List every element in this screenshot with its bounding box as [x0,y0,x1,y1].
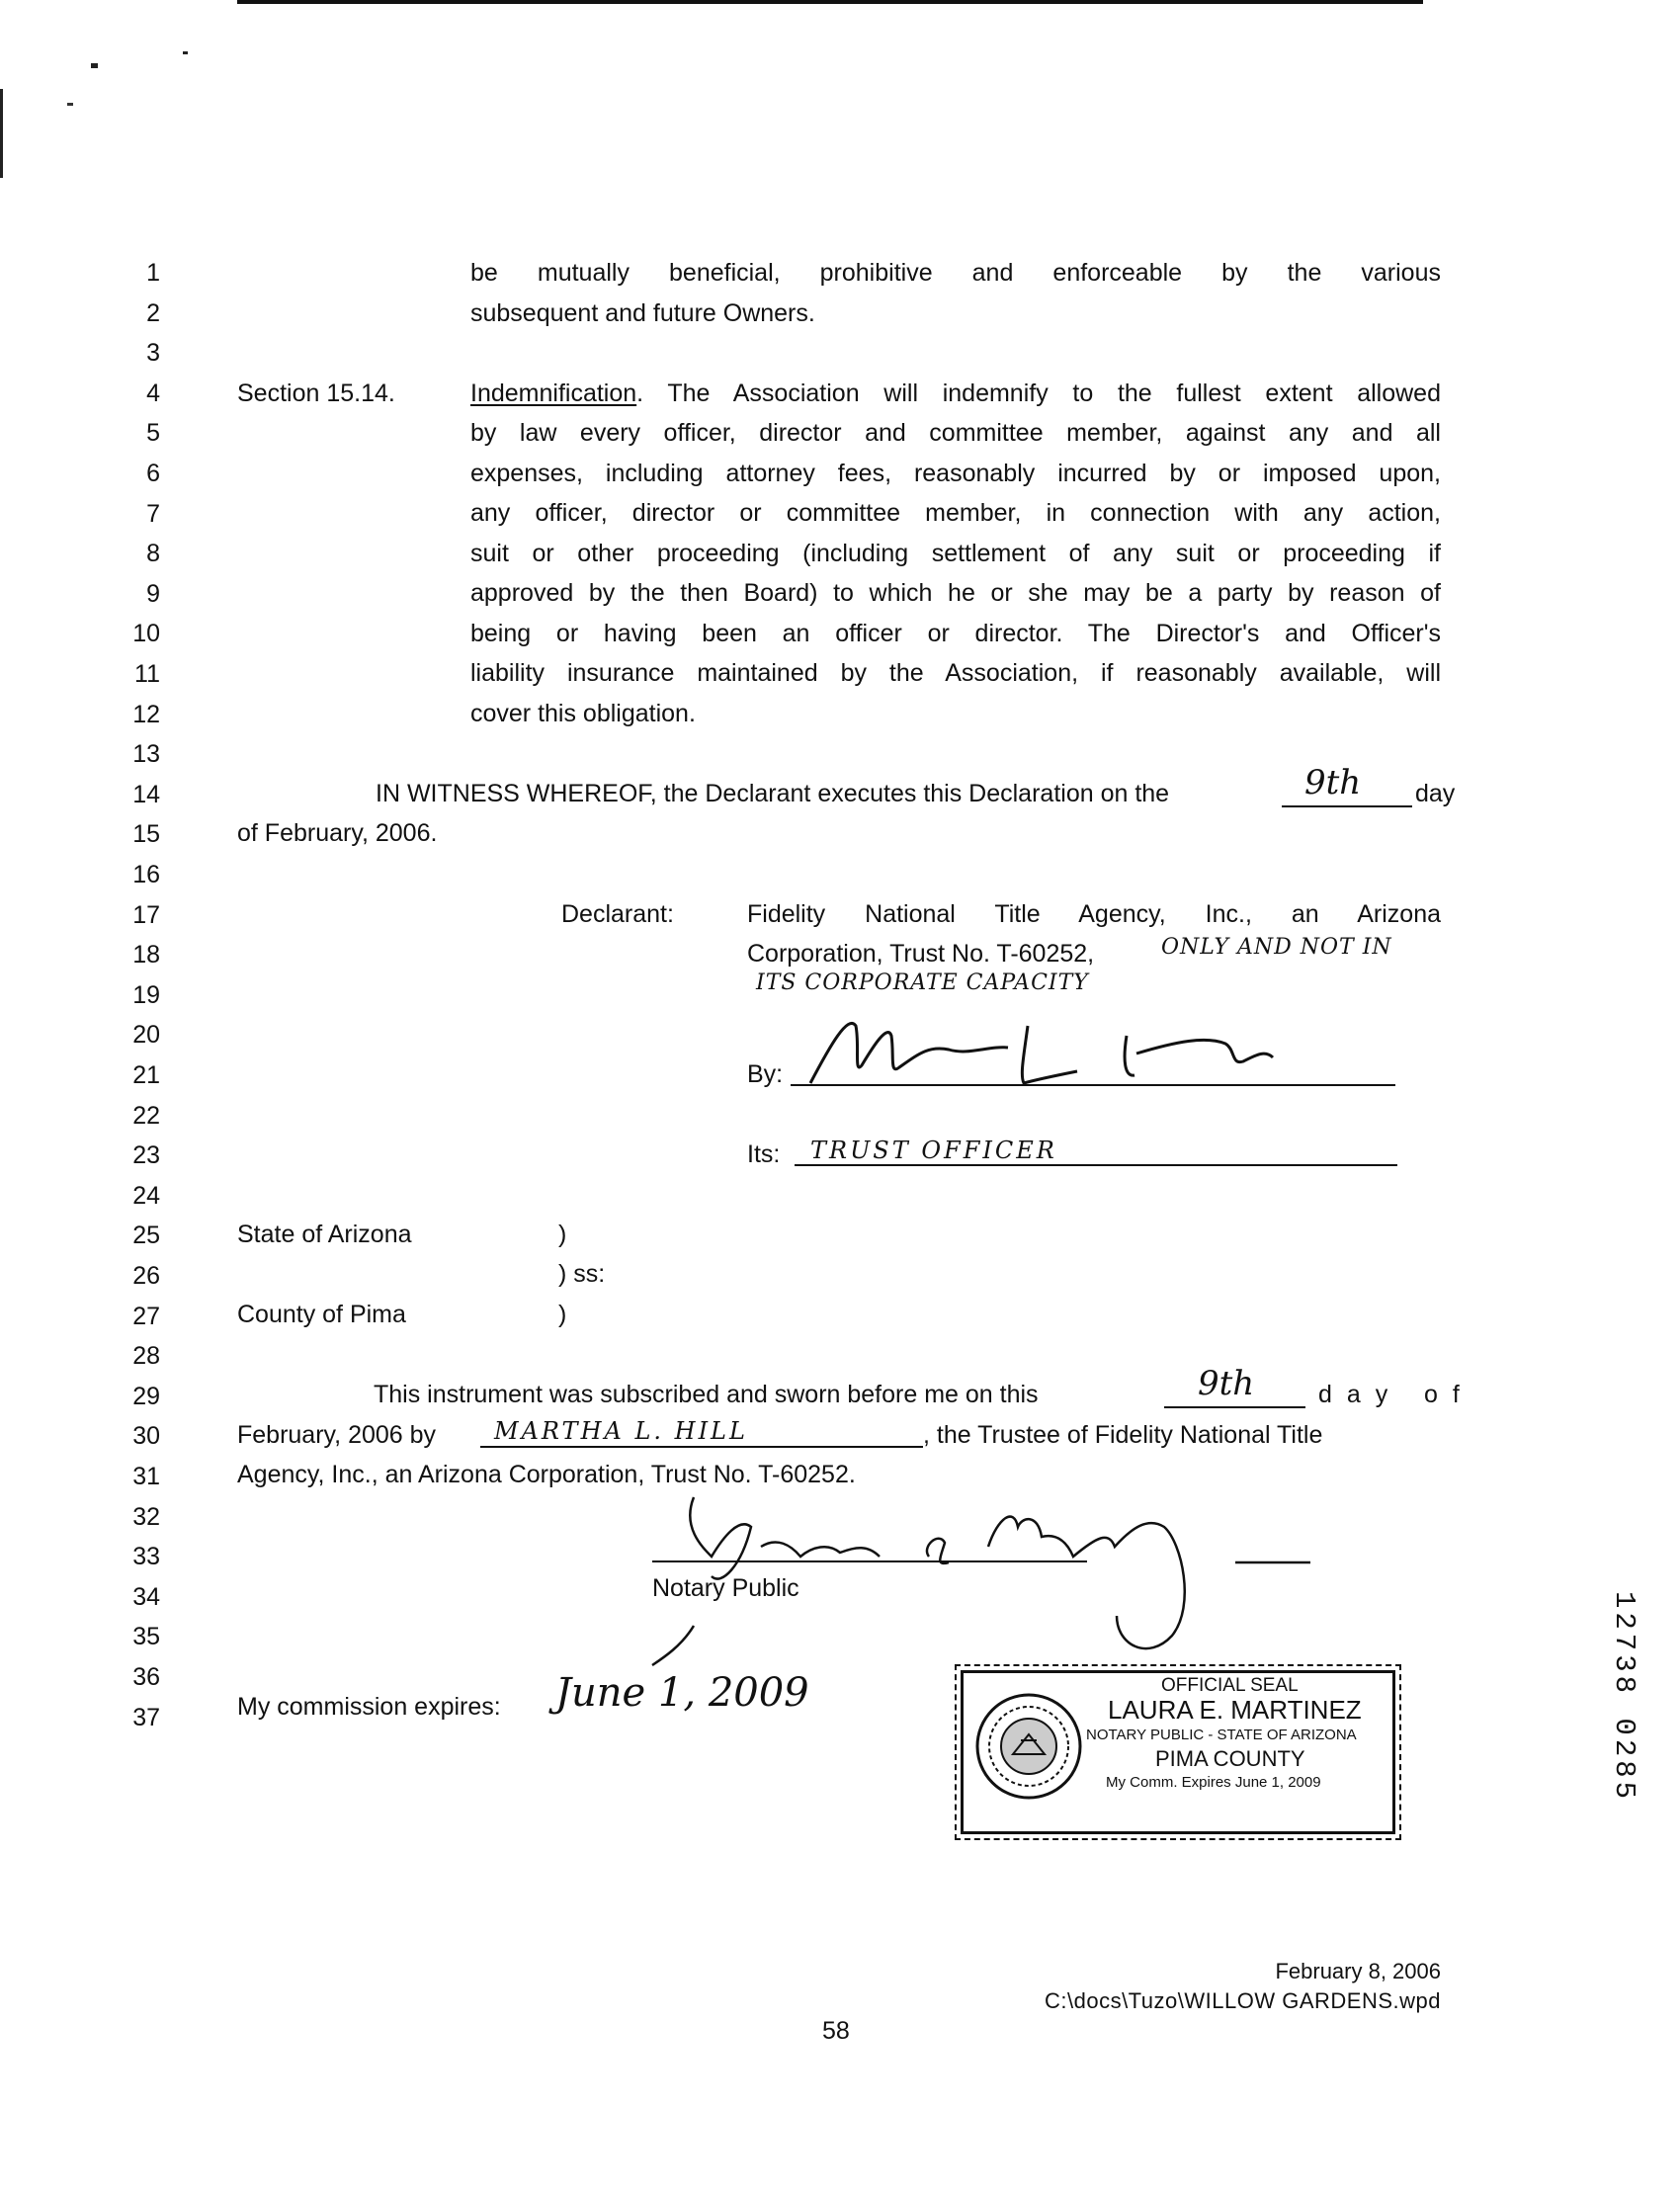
line-number: 37 [132,1703,160,1731]
line-number: 13 [132,740,160,769]
notary-name-blank [480,1446,923,1448]
line-number: 35 [132,1623,160,1651]
scan-speck [183,51,188,54]
venue-county: County of Pima [237,1301,406,1328]
line-number: 4 [146,379,160,407]
seal-line3: NOTARY PUBLIC - STATE OF ARIZONA [1086,1727,1357,1743]
line-number: 33 [132,1543,160,1571]
scan-speck [67,103,73,106]
line-number: 14 [132,780,160,808]
section-last-line: cover this obligation. [470,700,696,727]
its-line [795,1164,1397,1166]
scan-top-border [237,0,1423,4]
declarant-line1: Fidelity National Title Agency, Inc., an Arizona [747,900,1441,928]
declarant-handwritten-a: ONLY AND NOT IN [1161,935,1392,960]
scan-speck [91,63,98,68]
line-number: 24 [132,1181,160,1210]
line-number: 22 [132,1101,160,1130]
section-body-line: being or having been an officer or director. The Director's and Officer's [470,620,1441,647]
declarant-line2: Corporation, Trust No. T-60252, [747,940,1095,968]
line-number: 27 [132,1302,160,1330]
line-number: 5 [146,419,160,448]
line-number: 30 [132,1422,160,1451]
line-number: 34 [132,1582,160,1611]
line-number: 17 [132,900,160,929]
footer-date: February 8, 2006 [1275,1959,1441,1983]
venue-paren-1: ) [558,1221,567,1248]
line-number: 32 [132,1502,160,1531]
venue-ss: ) ss: [558,1260,606,1288]
section-heading: Indemnification [470,379,637,407]
line-number: 7 [146,499,160,528]
its-label: Its: [747,1140,781,1168]
notary-day-blank [1164,1406,1305,1408]
section-number: Section 15.14. [237,379,395,407]
commission-date: June 1, 2009 [555,1670,809,1716]
seal-line1: OFFICIAL SEAL [1161,1675,1299,1696]
section-line1 [470,374,1441,414]
line-number: 9 [146,579,160,608]
declarant-handwritten-b: ITS CORPORATE CAPACITY [756,970,1089,995]
line-number: 10 [132,620,160,648]
line-number: 11 [134,660,160,688]
para1-line1: be mutually beneficial, prohibitive and enforceable by the various [470,259,1441,287]
line-number: 12 [132,700,160,728]
declarant-label: Declarant: [561,900,674,928]
scan-left-border [0,89,3,178]
notary-day-of: d a y o f [1318,1381,1464,1408]
witness-line2: of February, 2006. [237,819,438,847]
notary-title: Notary Public [652,1574,799,1602]
notary-line2-start: February, 2006 by [237,1421,437,1449]
venue-state: State of Arizona [237,1221,412,1248]
section-body-line: suit or other proceeding (including settlement of any suit or proceeding if [470,540,1441,567]
venue-paren-3: ) [558,1301,567,1328]
page-number: 58 [822,2017,850,2045]
line-number: 8 [146,540,160,568]
line-number: 3 [146,339,160,368]
footer-path: C:\docs\Tuzo\WILLOW GARDENS.wpd [1044,1988,1441,2013]
line-number: 26 [132,1262,160,1290]
line-number: 23 [132,1141,160,1170]
line-number: 19 [132,980,160,1009]
line-number: 36 [132,1663,160,1691]
state-seal-icon [973,1691,1084,1802]
line-number: 21 [132,1061,160,1089]
commission-label: My commission expires: [237,1693,501,1721]
witness-text: IN WITNESS WHEREOF, the Declarant executes this Declaration on the [376,780,1170,807]
line-number: 1 [146,259,160,287]
notary-day-handwritten: 9th [1198,1364,1255,1403]
section-body-line: approved by the then Board) to which he or she may be a party by reason of [470,579,1441,607]
line-number: 25 [132,1222,160,1250]
seal-line4: PIMA COUNTY [1155,1746,1305,1771]
line-number: 2 [146,298,160,327]
line-number: 20 [132,1021,160,1050]
by-label: By: [747,1060,784,1088]
line-number: 28 [132,1342,160,1371]
notary-seal [961,1670,1395,1834]
line-number: 6 [146,460,160,487]
its-value: TRUST OFFICER [810,1137,1057,1164]
margin-recording-number: 12738 0285 [1608,1591,1640,1804]
notary-line1: This instrument was subscribed and sworn before me on this [374,1381,1039,1408]
line-number: 29 [132,1382,160,1410]
section-body-line: expenses, including attorney fees, reasonably incurred by or imposed upon, [470,460,1441,487]
line-number: 18 [132,941,160,970]
line-number: 16 [132,861,160,888]
seal-line2: LAURA E. MARTINEZ [1108,1695,1362,1725]
notary-line3: Agency, Inc., an Arizona Corporation, Trust No. T-60252. [237,1461,856,1488]
section-body-line: liability insurance maintained by the Association, if reasonably available, will [470,659,1441,687]
section-body-line: by law every officer, director and committee member, against any and all [470,419,1441,447]
witness-day-handwritten: 9th [1304,763,1362,802]
line-number: 15 [132,820,160,849]
section-line1-rest: . The Association will indemnify to the fullest extent allowed [636,379,1441,407]
line-number: 31 [132,1463,160,1490]
witness-day-blank [1282,805,1412,807]
witness-day-word: day [1415,780,1456,807]
notary-line2-end: , the Trustee of Fidelity National Title [923,1421,1323,1449]
section-body-line: any officer, director or committee member, in connection with any action, [470,499,1441,527]
notary-name-handwritten: MARTHA L. HILL [494,1417,748,1445]
para1-line2: subsequent and future Owners. [470,299,815,327]
seal-line5: My Comm. Expires June 1, 2009 [1106,1774,1321,1791]
